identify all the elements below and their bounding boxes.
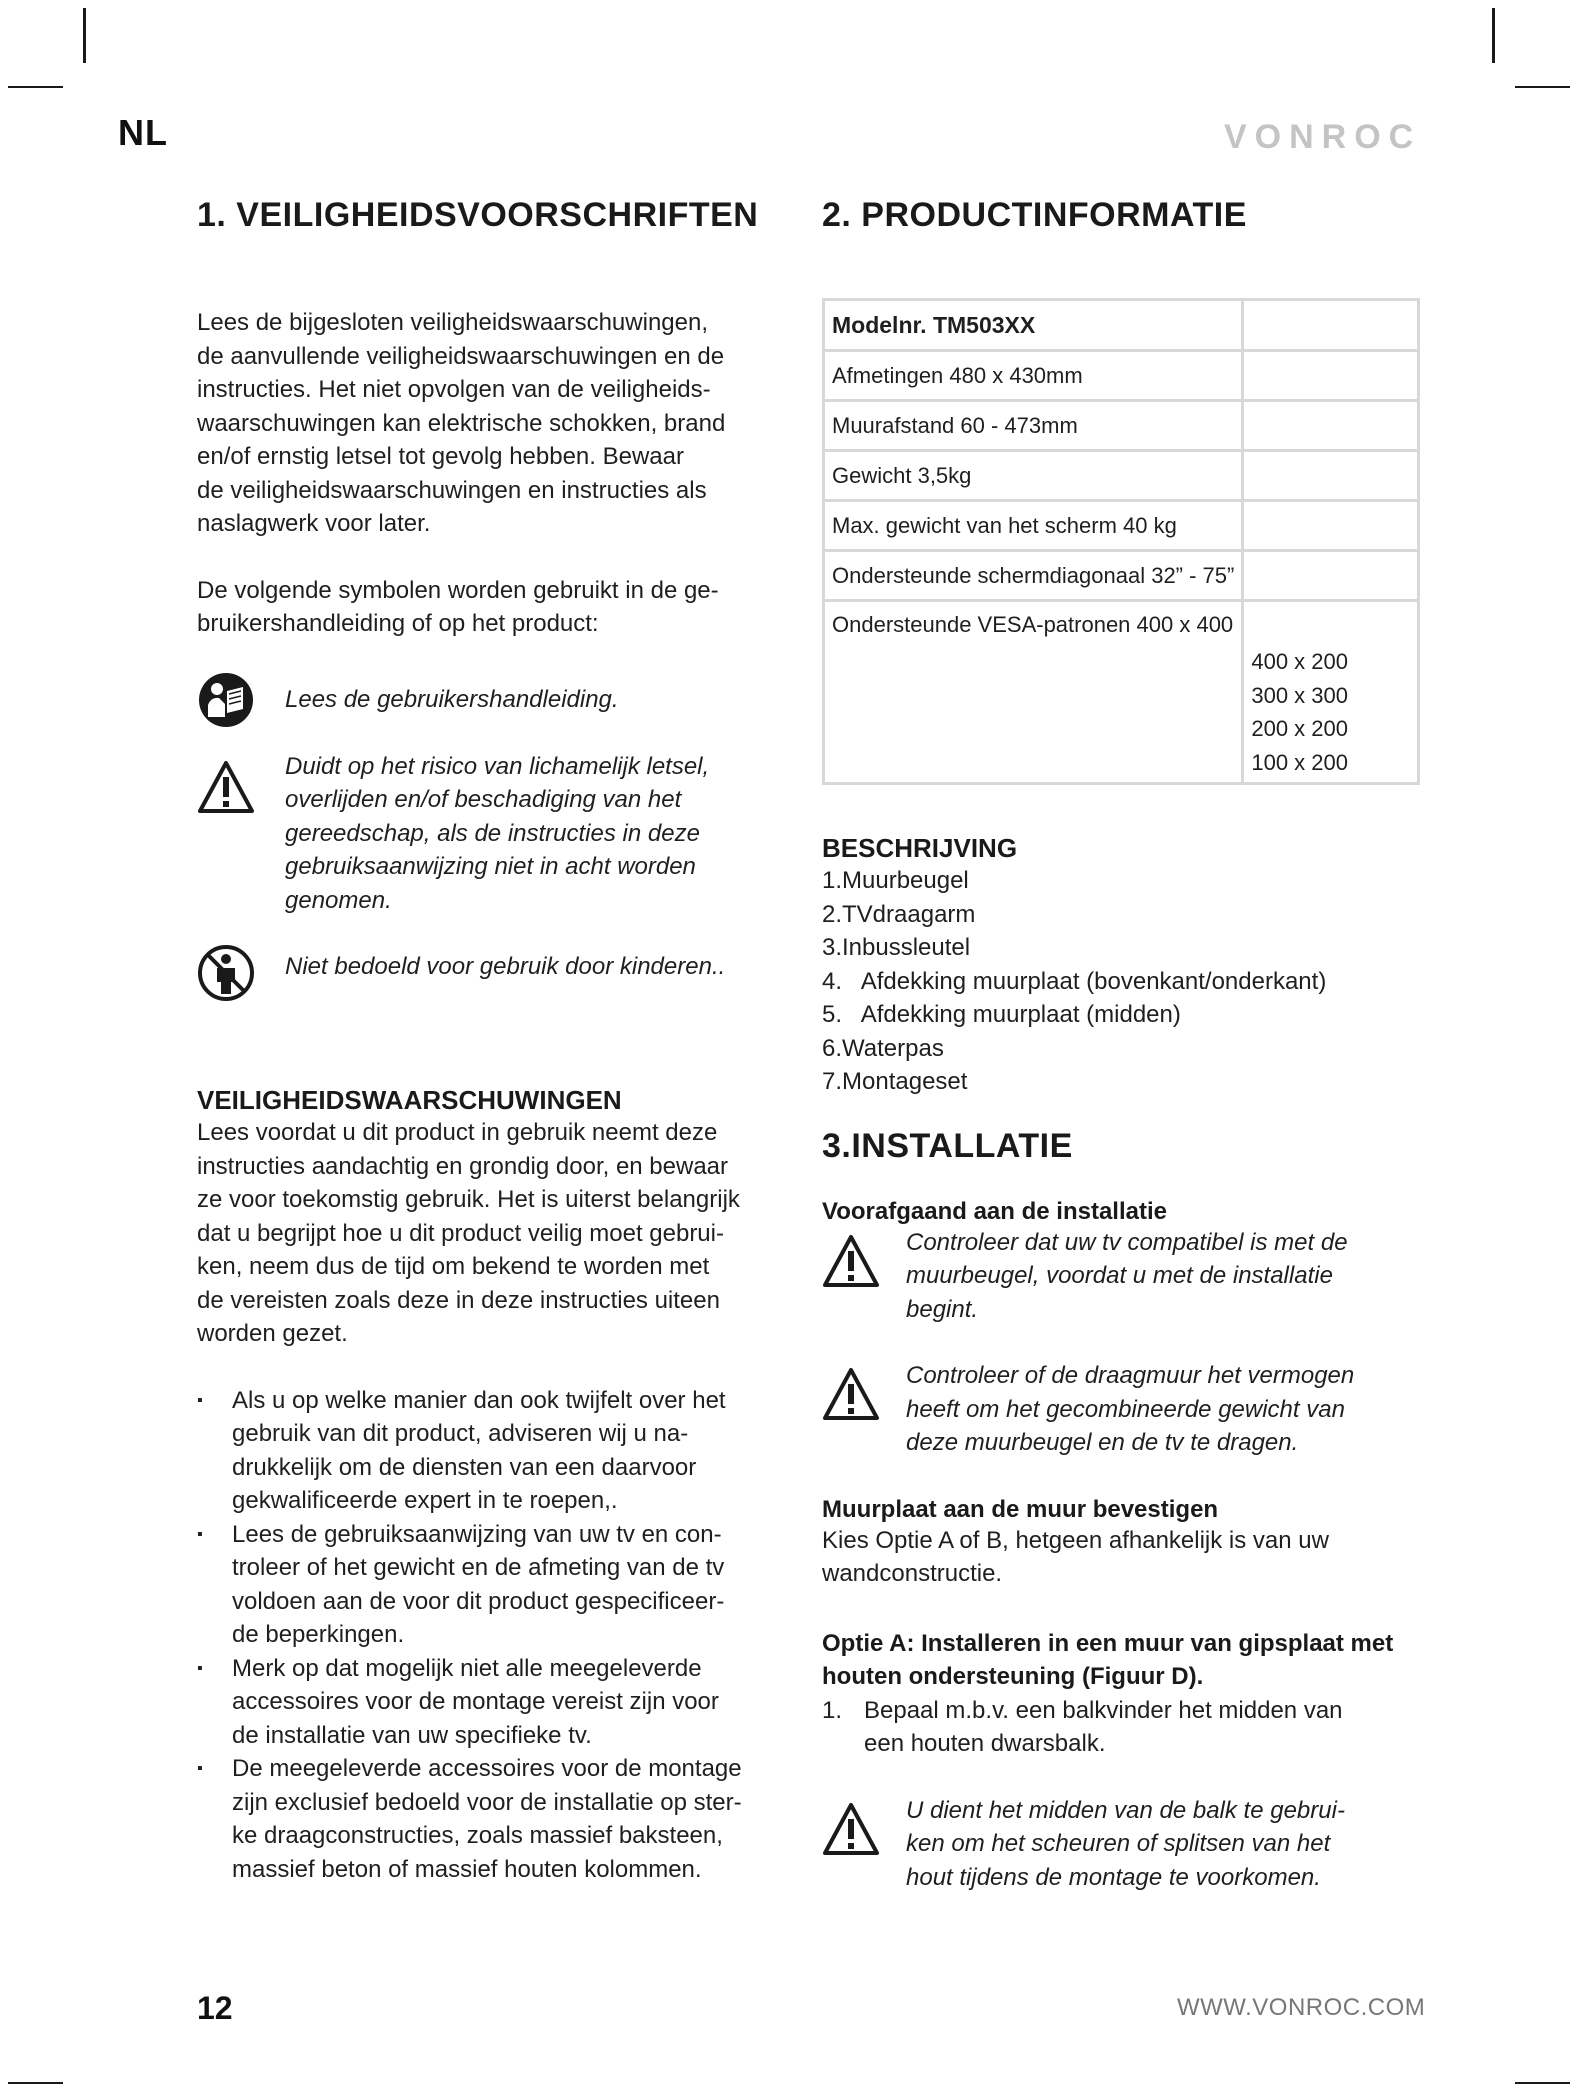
text-line: de installatie van uw specifieke tv. <box>232 1721 592 1749</box>
text-line: ke draagconstructies, zoals massief baksteen, <box>232 1822 723 1849</box>
text-line: ▪ Merk op dat mogelijk niet alle meegeleverde <box>232 1654 702 1682</box>
text-line: Niet bedoeld voor gebruik door kinderen.. <box>285 953 726 980</box>
list-item: 6.Waterpas <box>822 1034 944 1062</box>
text-line: gebruik van dit product, adviseren wij u na- <box>232 1420 689 1447</box>
text-line: overlijden en/of beschadiging van het <box>285 786 682 813</box>
crop-mark <box>1492 8 1495 63</box>
text-line: De volgende symbolen worden gebruikt in de ge- <box>197 576 719 604</box>
text-line: Controleer dat uw tv compatibel is met de <box>906 1228 1348 1256</box>
text-line: ze voor toekomstig gebruik. Het is uiterst belangrijk <box>197 1186 740 1213</box>
crop-mark <box>1515 2082 1570 2084</box>
table-cell <box>1243 351 1419 401</box>
safety-bullet-list <box>197 1384 797 1887</box>
list-item: 3.Inbussleutel <box>822 934 971 961</box>
text-line: deze muurbeugel en de tv te dragen. <box>906 1429 1299 1456</box>
spec-screen-diagonal: Ondersteunde schermdiagonaal 32” - 75” <box>824 551 1243 601</box>
text-line: een houten dwarsbalk. <box>864 1730 1106 1757</box>
text-line: muurbeugel, voordat u met de installatie <box>906 1262 1333 1289</box>
text-line: houten ondersteuning (Figuur D). <box>822 1663 1204 1690</box>
description-title: BESCHRIJVING <box>822 833 1018 863</box>
text-line: ken om het scheuren of splitsen van het <box>906 1830 1331 1857</box>
text-line: gekwalificeerde expert in te roepen,. <box>232 1487 618 1514</box>
spec-table <box>822 298 1420 785</box>
text-line: ken, neem dus de tijd om bekend te worden met <box>197 1253 710 1280</box>
warning-triangle-icon <box>197 750 259 819</box>
text-line: naslagwerk voor later. <box>197 510 431 537</box>
symbols-intro <box>197 574 797 641</box>
list-item: 2.TVdraagarm <box>822 900 976 928</box>
text-line: Kies Optie A of B, hetgeen afhankelijk is van uw <box>822 1526 1329 1554</box>
spec-weight: Gewicht 3,5kg <box>824 451 1243 501</box>
symbol-no-children <box>197 950 797 1007</box>
table-row <box>824 351 1419 401</box>
text-line: wandconstructie. <box>822 1560 1003 1587</box>
warning-triangle-icon <box>822 1226 884 1293</box>
warning-triangle-icon <box>822 1359 884 1426</box>
right-column <box>822 196 1422 1894</box>
text-line: ▪ Lees de gebruiksaanwijzing van uw tv en con- <box>232 1520 722 1548</box>
warnings-intro <box>197 1116 797 1351</box>
brand-logo: VONROC <box>1224 118 1422 156</box>
text-line: accessoires voor de montage vereist zijn voor <box>232 1688 719 1715</box>
safety-warnings-title: VEILIGHEIDSWAARSCHUWINGEN <box>197 1085 622 1115</box>
text-line: U dient het midden van de balk te gebrui- <box>906 1796 1345 1824</box>
text-line: waarschuwingen kan elektrische schokken, brand <box>197 409 726 437</box>
page-number: 12 <box>197 1990 233 2026</box>
list-item: 5. Afdekking muurplaat (midden) <box>822 1001 1181 1028</box>
vesa-pattern-list <box>1243 601 1419 784</box>
text-line: ▪ Als u op welke manier dan ook twijfelt over het <box>232 1386 726 1414</box>
parts-list <box>822 864 1422 1099</box>
text-line: Controleer of de draagmuur het vermogen <box>906 1362 1355 1389</box>
text-line: heeft om het gecombineerde gewicht van <box>906 1395 1345 1423</box>
crop-mark <box>8 2082 63 2084</box>
option-a-warning <box>822 1794 1422 1895</box>
table-row <box>824 601 1419 784</box>
table-cell <box>1243 300 1419 351</box>
table-row <box>824 300 1419 351</box>
spec-wall-distance: Muurafstand 60 - 473mm <box>824 401 1243 451</box>
list-item: 4. Afdekking muurplaat (bovenkant/onderkant) <box>822 967 1327 995</box>
text-line: gereedschap, als de instructies in deze <box>285 819 700 847</box>
text-line: en/of ernstig letsel tot gevolg hebben. Bewaar <box>197 443 684 470</box>
text-line: voldoen aan de voor dit product gespecificeer- <box>232 1587 725 1615</box>
option-a-step <box>822 1694 1422 1761</box>
crop-mark <box>1515 86 1570 88</box>
text-line: zijn exclusief bedoeld voor de installatie op ster- <box>232 1788 742 1816</box>
table-row <box>824 551 1419 601</box>
table-cell <box>1243 401 1419 451</box>
text-line: bruikershandleiding of op het product: <box>197 610 599 637</box>
text-line: hout tijdens de montage te voorkomen. <box>906 1863 1321 1891</box>
read-manual-icon <box>197 671 259 734</box>
no-children-icon <box>197 944 259 1007</box>
text-line: Lees de bijgesloten veiligheidswaarschuwingen, <box>197 309 708 336</box>
section-title-installation: 3.INSTALLATIE <box>822 1126 1073 1165</box>
text-line: Lees voordat u dit product in gebruik neemt deze <box>197 1119 718 1146</box>
text-line: genomen. <box>285 886 392 914</box>
text-line: ▪ De meegeleverde accessoires voor de montage <box>232 1755 742 1782</box>
spec-max-screen-weight: Max. gewicht van het scherm 40 kg <box>824 501 1243 551</box>
list-item <box>197 1752 797 1886</box>
text-line: instructies aandachtig en grondig door, en bewaar <box>197 1152 729 1180</box>
text-line: gebruiksaanwijzing niet in acht worden <box>285 853 696 880</box>
section-title-safety: 1. VEILIGHEIDSVOORSCHRIFTEN <box>197 196 759 234</box>
symbol-read-manual <box>197 671 797 734</box>
section-title-product-info: 2. PRODUCTINFORMATIE <box>822 196 1247 234</box>
table-row <box>824 451 1419 501</box>
safety-intro <box>197 306 797 541</box>
spec-vesa-patterns: Ondersteunde VESA-patronen 400 x 400 <box>824 601 1243 784</box>
table-cell <box>1243 451 1419 501</box>
table-row <box>824 501 1419 551</box>
pre-install-title: Voorafgaand aan de installatie <box>822 1197 1167 1225</box>
text-line: de beperkingen. <box>232 1621 405 1648</box>
pre-install-warning <box>822 1226 1422 1327</box>
left-column <box>197 196 797 1886</box>
warning-text <box>906 1359 1354 1460</box>
text-line: Lees de gebruikershandleiding. <box>285 685 619 713</box>
vesa-pattern: 200 x 200 <box>1251 716 1348 741</box>
text-line: drukkelijk om de diensten van een daarvoor <box>232 1453 697 1481</box>
crop-mark <box>8 86 63 88</box>
spec-dimensions: Afmetingen 480 x 430mm <box>824 351 1243 401</box>
website-url: WWW.VONROC.COM <box>1177 1994 1426 2021</box>
text-line: instructies. Het niet opvolgen van de veiligheids- <box>197 376 711 403</box>
crop-mark <box>83 8 86 63</box>
text-line: begint. <box>906 1295 979 1323</box>
symbol-text <box>285 950 725 984</box>
language-code: NL <box>118 112 168 153</box>
step-text <box>864 1694 1343 1761</box>
list-item: 7.Montageset <box>822 1068 968 1095</box>
vesa-pattern: 300 x 300 <box>1251 682 1348 708</box>
text-line: massief beton of massief houten kolommen. <box>232 1855 702 1883</box>
table-row <box>824 401 1419 451</box>
option-a-title <box>822 1627 1422 1694</box>
text-line: Bepaal m.b.v. een balkvinder het midden van <box>864 1696 1343 1724</box>
vesa-pattern: 100 x 200 <box>1251 749 1348 775</box>
text-line: troleer of het gewicht en de afmeting van de tv <box>232 1554 725 1581</box>
table-cell <box>1243 551 1419 601</box>
text-line: de veiligheidswaarschuwingen en instructies als <box>197 476 707 504</box>
list-item <box>197 1652 797 1753</box>
list-item <box>197 1384 797 1518</box>
pre-install-warning <box>822 1359 1422 1460</box>
symbol-warning <box>197 750 797 918</box>
step-number: 1. <box>822 1696 843 1724</box>
warning-text <box>906 1226 1348 1327</box>
list-item: 1.Muurbeugel <box>822 867 969 894</box>
text-line: Duidt op het risico van lichamelijk letsel, <box>285 752 710 780</box>
wallplate-title: Muurplaat aan de muur bevestigen <box>822 1495 1219 1523</box>
warning-triangle-icon <box>822 1794 884 1861</box>
text-line: Optie A: Installeren in een muur van gipsplaat met <box>822 1629 1394 1657</box>
text-line: dat u begrijpt hoe u dit product veilig moet gebrui- <box>197 1219 724 1247</box>
text-line: de vereisten zoals deze in deze instructies uiteen <box>197 1286 720 1314</box>
wallplate-text <box>822 1524 1422 1591</box>
model-number: Modelnr. TM503XX <box>824 300 1243 351</box>
text-line: de aanvullende veiligheidswaarschuwingen en de <box>197 342 725 370</box>
text-line: worden gezet. <box>197 1320 348 1347</box>
symbol-text <box>285 683 619 717</box>
warning-text <box>906 1794 1345 1895</box>
vesa-pattern: 400 x 200 <box>1251 649 1348 674</box>
symbol-text <box>285 750 709 918</box>
table-cell <box>1243 501 1419 551</box>
list-item <box>197 1518 797 1652</box>
